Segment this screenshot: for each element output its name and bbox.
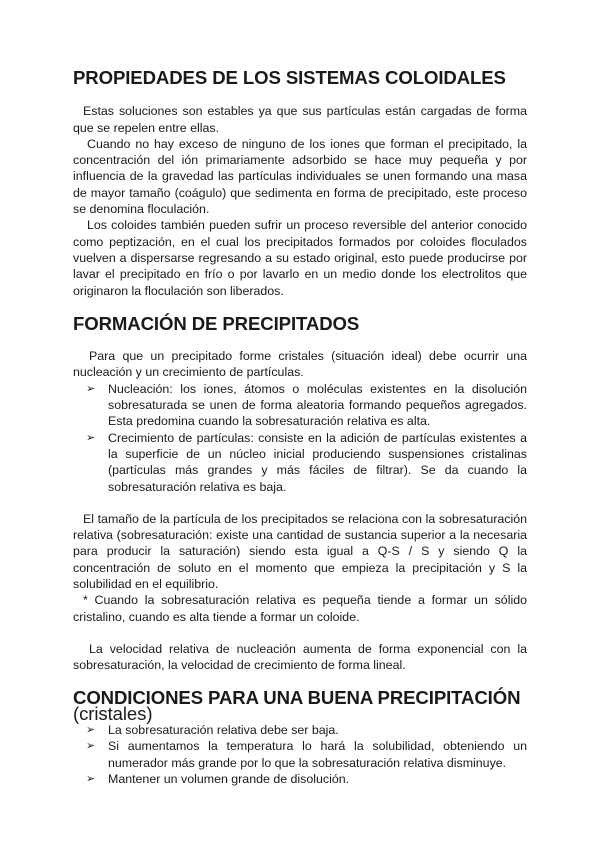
arrow-bullet-icon: ➢ bbox=[86, 739, 96, 753]
list-item: ➢ Nucleación: los iones, átomos o moléculas existentes en la disolución sobresaturada se unen de forma aleatoria formando pequeños agregados. Esta predomina cuando la sobresaturación relativa es alta. bbox=[86, 381, 527, 429]
arrow-bullet-icon: ➢ bbox=[86, 723, 96, 737]
arrow-bullet-icon: ➢ bbox=[86, 430, 96, 444]
section-heading-formacion: FORMACIÓN DE PRECIPITADOS bbox=[73, 312, 360, 334]
note-paragraph: * Cuando la sobresaturación relativa es pequeña tiende a formar un sólido cristalino, cuando es alta tiende a formar un coloide. bbox=[73, 593, 527, 624]
paragraph: Para que un precipitado forme cristales (situación ideal) debe ocurrir una nucleación y un crecimiento de partículas. bbox=[73, 349, 527, 380]
list-item: ➢ Mantener un volumen grande de disolución. bbox=[86, 771, 350, 786]
list-item: ➢ Crecimiento de partículas: consiste en la adición de partículas existentes a la superficie de un núcleo inicial produciendo suspensiones cristalinas (partículas más grandes y más fáciles de filtrar). Se da cuando la sobresaturación relativa es baja. bbox=[86, 430, 527, 494]
paragraph: La velocidad relativa de nucleación aumenta de forma exponencial con la sobresaturación, la velocidad de crecimiento de forma lineal. bbox=[73, 641, 527, 673]
paragraph: Los coloides también pueden sufrir un proceso reversible del anterior conocido como peptización, en el cual los precipitados formados por coloides floculados vuelven a dispersarse regresando a su estado original, esto puede producirse por lavar el precipitado en frío o por lavarlo en un medio donde los electrolitos que originaron la floculación son liberados. bbox=[73, 218, 527, 298]
paragraph: El tamaño de la partícula de los precipitados se relaciona con la sobresaturación relativa (sobresaturación: existe una cantidad de sustancia superior a la necesaria para producir la saturación) siendo esta igual a Q-S / S y siendo Q la concentración de soluto en el momento que empieza la precipitación y S la solubilidad en el equilibrio. bbox=[73, 511, 527, 592]
bullet-list bbox=[73, 722, 527, 787]
section-heading-condiciones: CONDICIONES PARA UNA BUENA PRECIPITACIÓN (cristales) bbox=[73, 686, 521, 724]
paragraph: Estas soluciones son estables ya que sus partículas están cargadas de forma que se repelen entre ellas. bbox=[73, 104, 527, 135]
document-page bbox=[73, 67, 527, 787]
list-item: ➢ La sobresaturación relativa debe ser baja. bbox=[86, 723, 339, 738]
list-item: ➢ Si aumentamos la temperatura lo hará la solubilidad, obteniendo un numerador más grande por lo que la sobresaturación relativa disminuye. bbox=[86, 739, 527, 770]
heading-suffix: (cristales) bbox=[73, 702, 153, 724]
arrow-bullet-icon: ➢ bbox=[86, 381, 96, 395]
section-heading-propiedades: PROPIEDADES DE LOS SISTEMAS COLOIDALES bbox=[73, 67, 506, 88]
paragraph: Cuando no hay exceso de ninguno de los iones que forman el precipitado, la concentración del ión primariamente adsorbido se hace muy pequeña y por influencia de la gravedad las partículas individuales se unen formando una masa de mayor tamaño (coágulo) que sedimenta en forma de precipitado, este proceso se denomina floculación. bbox=[73, 136, 527, 217]
bullet-list bbox=[73, 381, 527, 495]
arrow-bullet-icon: ➢ bbox=[86, 771, 96, 785]
